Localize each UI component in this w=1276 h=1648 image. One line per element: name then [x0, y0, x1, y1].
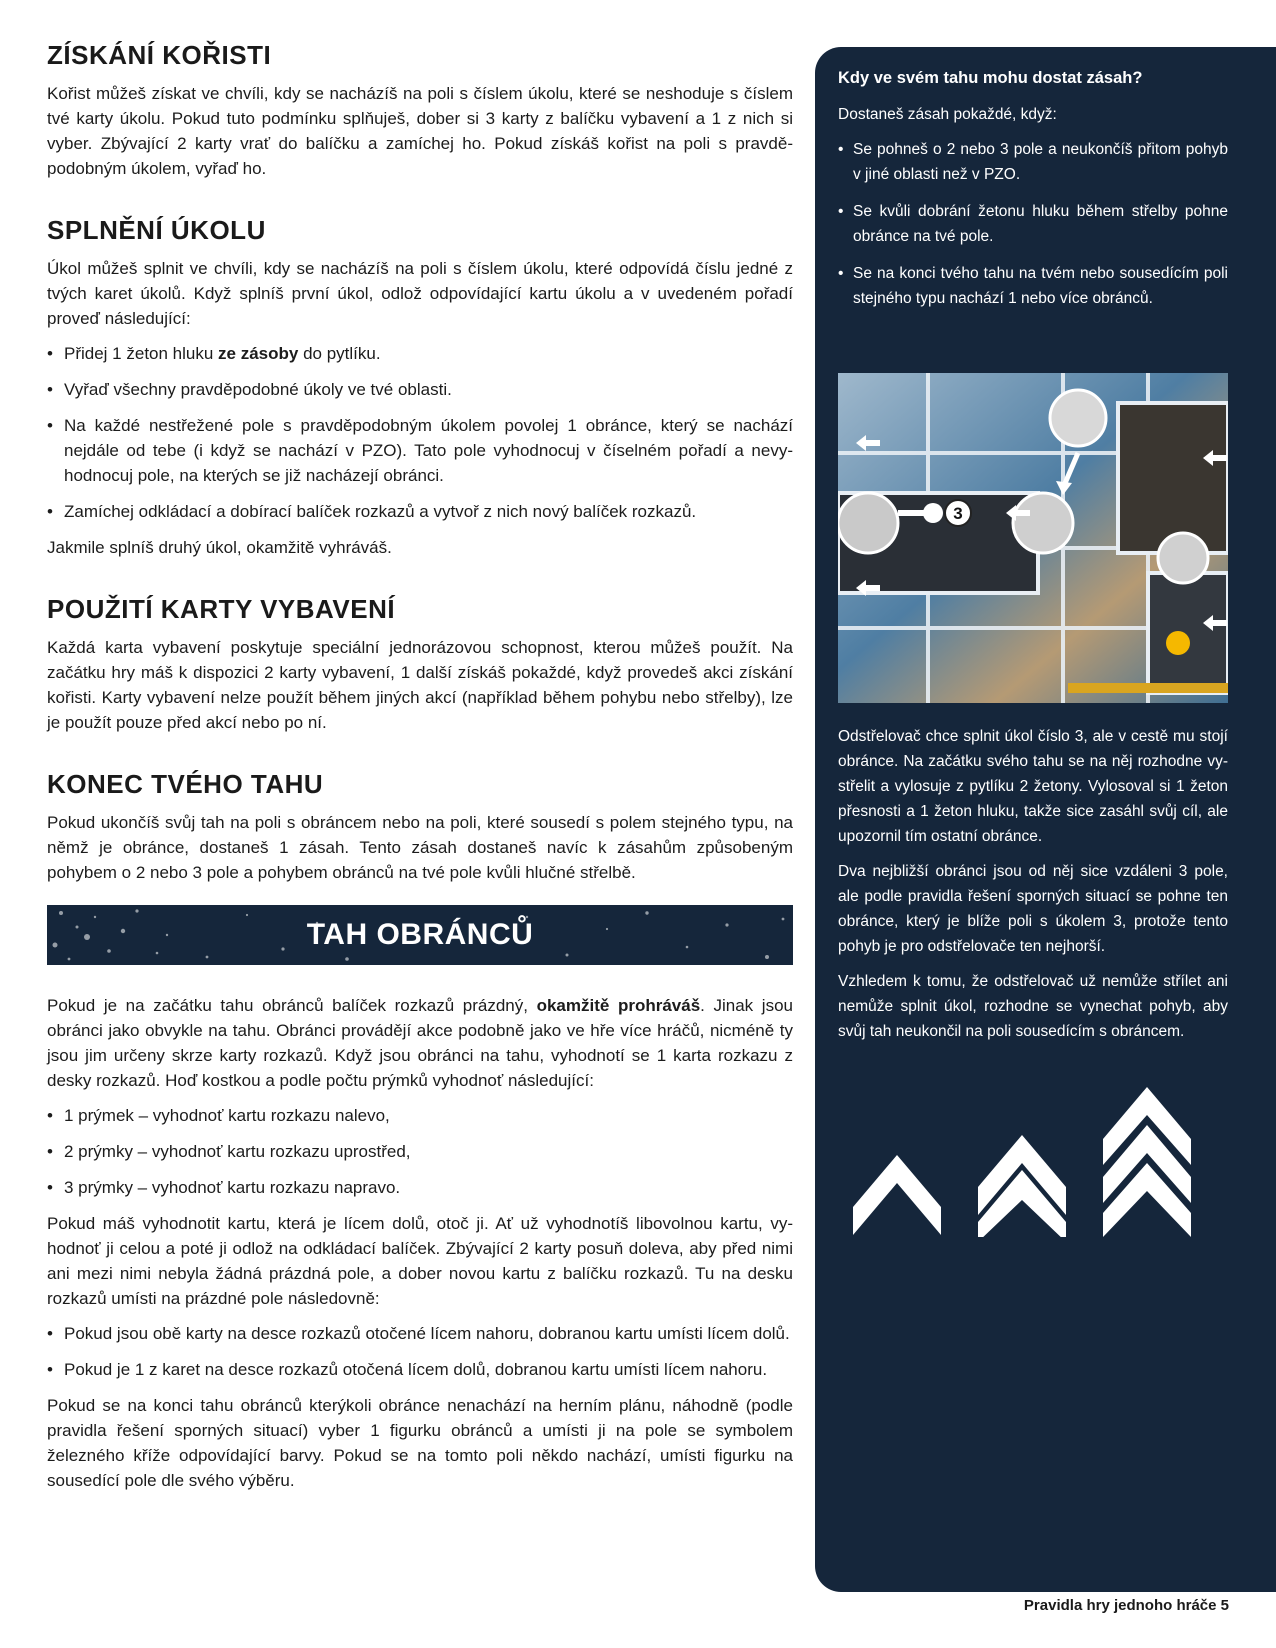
list-item: • Pokud je 1 z karet na desce rozkazů otočená lícem dolů, dobranou kartu umísti lícem nahoru. [47, 1360, 768, 1379]
section-complete-task [47, 215, 793, 560]
bullet-list [47, 341, 793, 524]
building-bottom-right [1148, 573, 1228, 693]
example-paragraph: Dva nejbližší obránci jsou od něj sice vzdáleni 3 pole, ale podle pravidla řešení sporných situací se pohne ten obránce, který je blíže poli s úkolem 3, protože tento pohyb je pro odstřelovače ten nejhorší. [838, 863, 1228, 955]
paragraph: Pokud ukončíš svůj tah na poli s obráncem nebo na poli, které sousedí s polem stejného typu, na němž je obránce, dostaneš 1 zásah. Tento zásah dostaneš navíc k zásahům způsobeným pohybem o 2 nebo 3 pole a pohybem obránců na tvé pole kvůli hlučné střelbě. [47, 813, 793, 882]
section-title: POUŽITÍ KARTY VYBAVENÍ [47, 594, 396, 624]
banner-title: TAH OBRÁNCŮ [306, 918, 534, 951]
section-title: KONEC TVÉHO TAHU [47, 769, 324, 799]
board-edge [1068, 683, 1228, 693]
light-marker [1166, 631, 1190, 655]
paragraph: Pokud se na konci tahu obránců kterýkoli obránce nenachází na herním plánu, náhodně (podle pravidla řešení sporných situací) vyber 1 figurku obránců a umísti ji na pole se symbolem železného kříže odpovídající barvy. Pokud se na tomto poli někdo nachází, umísti figurku na sousedící pole dle svého výběru. [47, 1396, 793, 1490]
sidebar-bullet-list [838, 137, 1228, 311]
list-item: • 2 prýmky – vyhodnoť kartu rozkazu uprostřed, [47, 1142, 411, 1161]
shot-target-dot [923, 503, 943, 523]
section-title: SPLNĚNÍ ÚKOLU [47, 215, 266, 245]
section-loot [47, 40, 793, 181]
bullet-list [47, 1321, 793, 1382]
paragraph: Úkol můžeš splnit ve chvíli, kdy se nacházíš na poli s číslem úkolu, které odpovídá číslu jedné z tvých karet úkolů. Když splníš první úkol, odlož odpovídající kartu úkolu a v uvedeném pořadí proveď následující: [47, 259, 793, 328]
section-end-turn [47, 769, 793, 885]
list-item: • Vyřaď všechny pravděpodobné úkoly ve tvé oblasti. [47, 380, 452, 399]
example-paragraph: Odstřelovač chce splnit úkol číslo 3, ale v cestě mu stojí obránce. Na začátku svého tahu se na něj rozhodne vystřelit a vylosuje z pytlíku 2 žetony. Vylosoval si 1 žeton přesnosti a 1 žeton hluku, takže sice zasáhl svůj cíl, ale upozornil tím ostatní obránce. [838, 728, 1228, 845]
section-title: ZÍSKÁNÍ KOŘISTI [47, 40, 272, 70]
list-item: • 3 prýmky – vyhodnoť kartu rozkazu napravo. [47, 1178, 401, 1197]
main-column [47, 40, 793, 1527]
section-defenders-turn [47, 993, 793, 1493]
list-item: • Se kvůli dobrání žetonu hluku během střelby pohne obránce na tvé pole. [838, 203, 1228, 245]
building-right [1118, 403, 1228, 553]
page-footer: Pravidla hry jednoho hráče 5 [1023, 1597, 1229, 1614]
list-item: • Na každé nestřežené pole s pravděpodobným úkolem povolej 1 obránce, který se nachází nejdále od tebe (i když se nachází v PZO). Tato pole vyhodnocuj v číselném pořadí a nevyhodnocuj pole, na kterých se již nacházejí obránci. [47, 416, 793, 485]
paragraph: Jakmile splníš druhý úkol, okamžitě vyhráváš. [47, 538, 392, 557]
chevron-2-icon [978, 1135, 1066, 1237]
list-item: • Přidej 1 žeton hluku ze zásoby do pytlíku. [47, 344, 381, 363]
defender-figure [1050, 390, 1106, 446]
rank-chevrons [853, 1087, 1233, 1237]
defender-figure [1158, 533, 1208, 583]
defenders-banner [47, 905, 793, 965]
list-item: • Zamíchej odkládací a dobírací balíček rozkazů a vytvoř z nich nový balíček rozkazů. [47, 502, 697, 521]
section-equipment [47, 594, 793, 735]
example-paragraph: Vzhledem k tomu, že odstřelovač už nemůže střílet ani nemůže splnit úkol, rozhodne se vynechat pohyb, aby svůj tah neukončil na poli sousedícím s obráncem. [838, 973, 1228, 1040]
paragraph: Pokud máš vyhodnotit kartu, která je lícem dolů, otoč ji. Ať už vyhodnotíš libovolnou kartu, vyhodnoť ji celou a poté ji odlož na odkládací balíček. Zbývající 2 karty posuň doleva, aby před nimi ani mezi nimi nebyla žádná prázdná pole, a dober novou kartu z balíčku rozkazů. Tu na desku rozkazů umísti na prázdné pole následovně: [47, 1214, 793, 1308]
sidebar [815, 47, 1276, 1592]
defender-figure [1013, 493, 1073, 553]
bullet-list [47, 1103, 793, 1200]
sidebar-title: Kdy ve svém tahu mohu dostat zásah? [838, 69, 1143, 87]
paragraph: Kořist můžeš získat ve chvíli, kdy se nacházíš na poli s číslem úkolu, které se neshoduje s číslem tvé karty úkolu. Pokud tuto podmínku splňuješ, dober si 3 karty z balíčku vybavení a 1 z nich si vyber. Zbývající 2 karty vrať do balíčku a zamíchej ho. Pokud získáš kořist na poli s pravděpodobným úkolem, vyřaď ho. [47, 84, 793, 178]
sidebar-faq [838, 69, 1228, 323]
list-item: • 1 prýmek – vyhodnoť kartu rozkazu nalevo, [47, 1106, 390, 1125]
list-item: • Pokud jsou obě karty na desce rozkazů otočené lícem nahoru, dobranou kartu umísti lícem dolů. [47, 1324, 790, 1343]
list-item: • Se na konci tvého tahu na tvém nebo sousedícím poli stejného typu nachází 1 nebo více obránců. [838, 265, 1228, 307]
paragraph: Pokud je na začátku tahu obránců balíček rozkazů prázdný, okamžitě prohráváš. Jinak jsou obránci jako obvykle na tahu. Obránci provádějí akce podobně jako ve hře více hráčů, nicméně ty jsou jim určeny skrze karty rozkazů. Když jsou obránci na tahu, vyhodnotí se 1 karta rozkazu z desky rozkazů. Hoď kostkou a podle počtu prýmků vyhodnoť následující: [47, 996, 793, 1090]
sidebar-example [838, 724, 1228, 1054]
sidebar-intro: Dostaneš zásah pokaždé, když: [838, 106, 1057, 123]
chevron-1-icon [853, 1155, 941, 1235]
sniper-figure [838, 493, 898, 553]
list-item: • Se pohneš o 2 nebo 3 pole a neukončíš přitom pohyb v jiné oblasti než v PZO. [838, 141, 1228, 183]
chevron-3-icon [1103, 1087, 1191, 1237]
game-board-illustration [838, 373, 1228, 703]
paragraph: Každá karta vybavení poskytuje speciální jednorázovou schopnost, kterou můžeš použít. Na začátku hry máš k dispozici 2 karty vybavení, 1 další získáš pokaždé, když provedeš akci získání kořisti. Karty vybavení nelze použít během jiných akcí (například během pohybu nebo střelby), lze je použít pouze před akcí nebo po ní. [47, 638, 793, 732]
task-marker-number: 3 [953, 504, 963, 523]
